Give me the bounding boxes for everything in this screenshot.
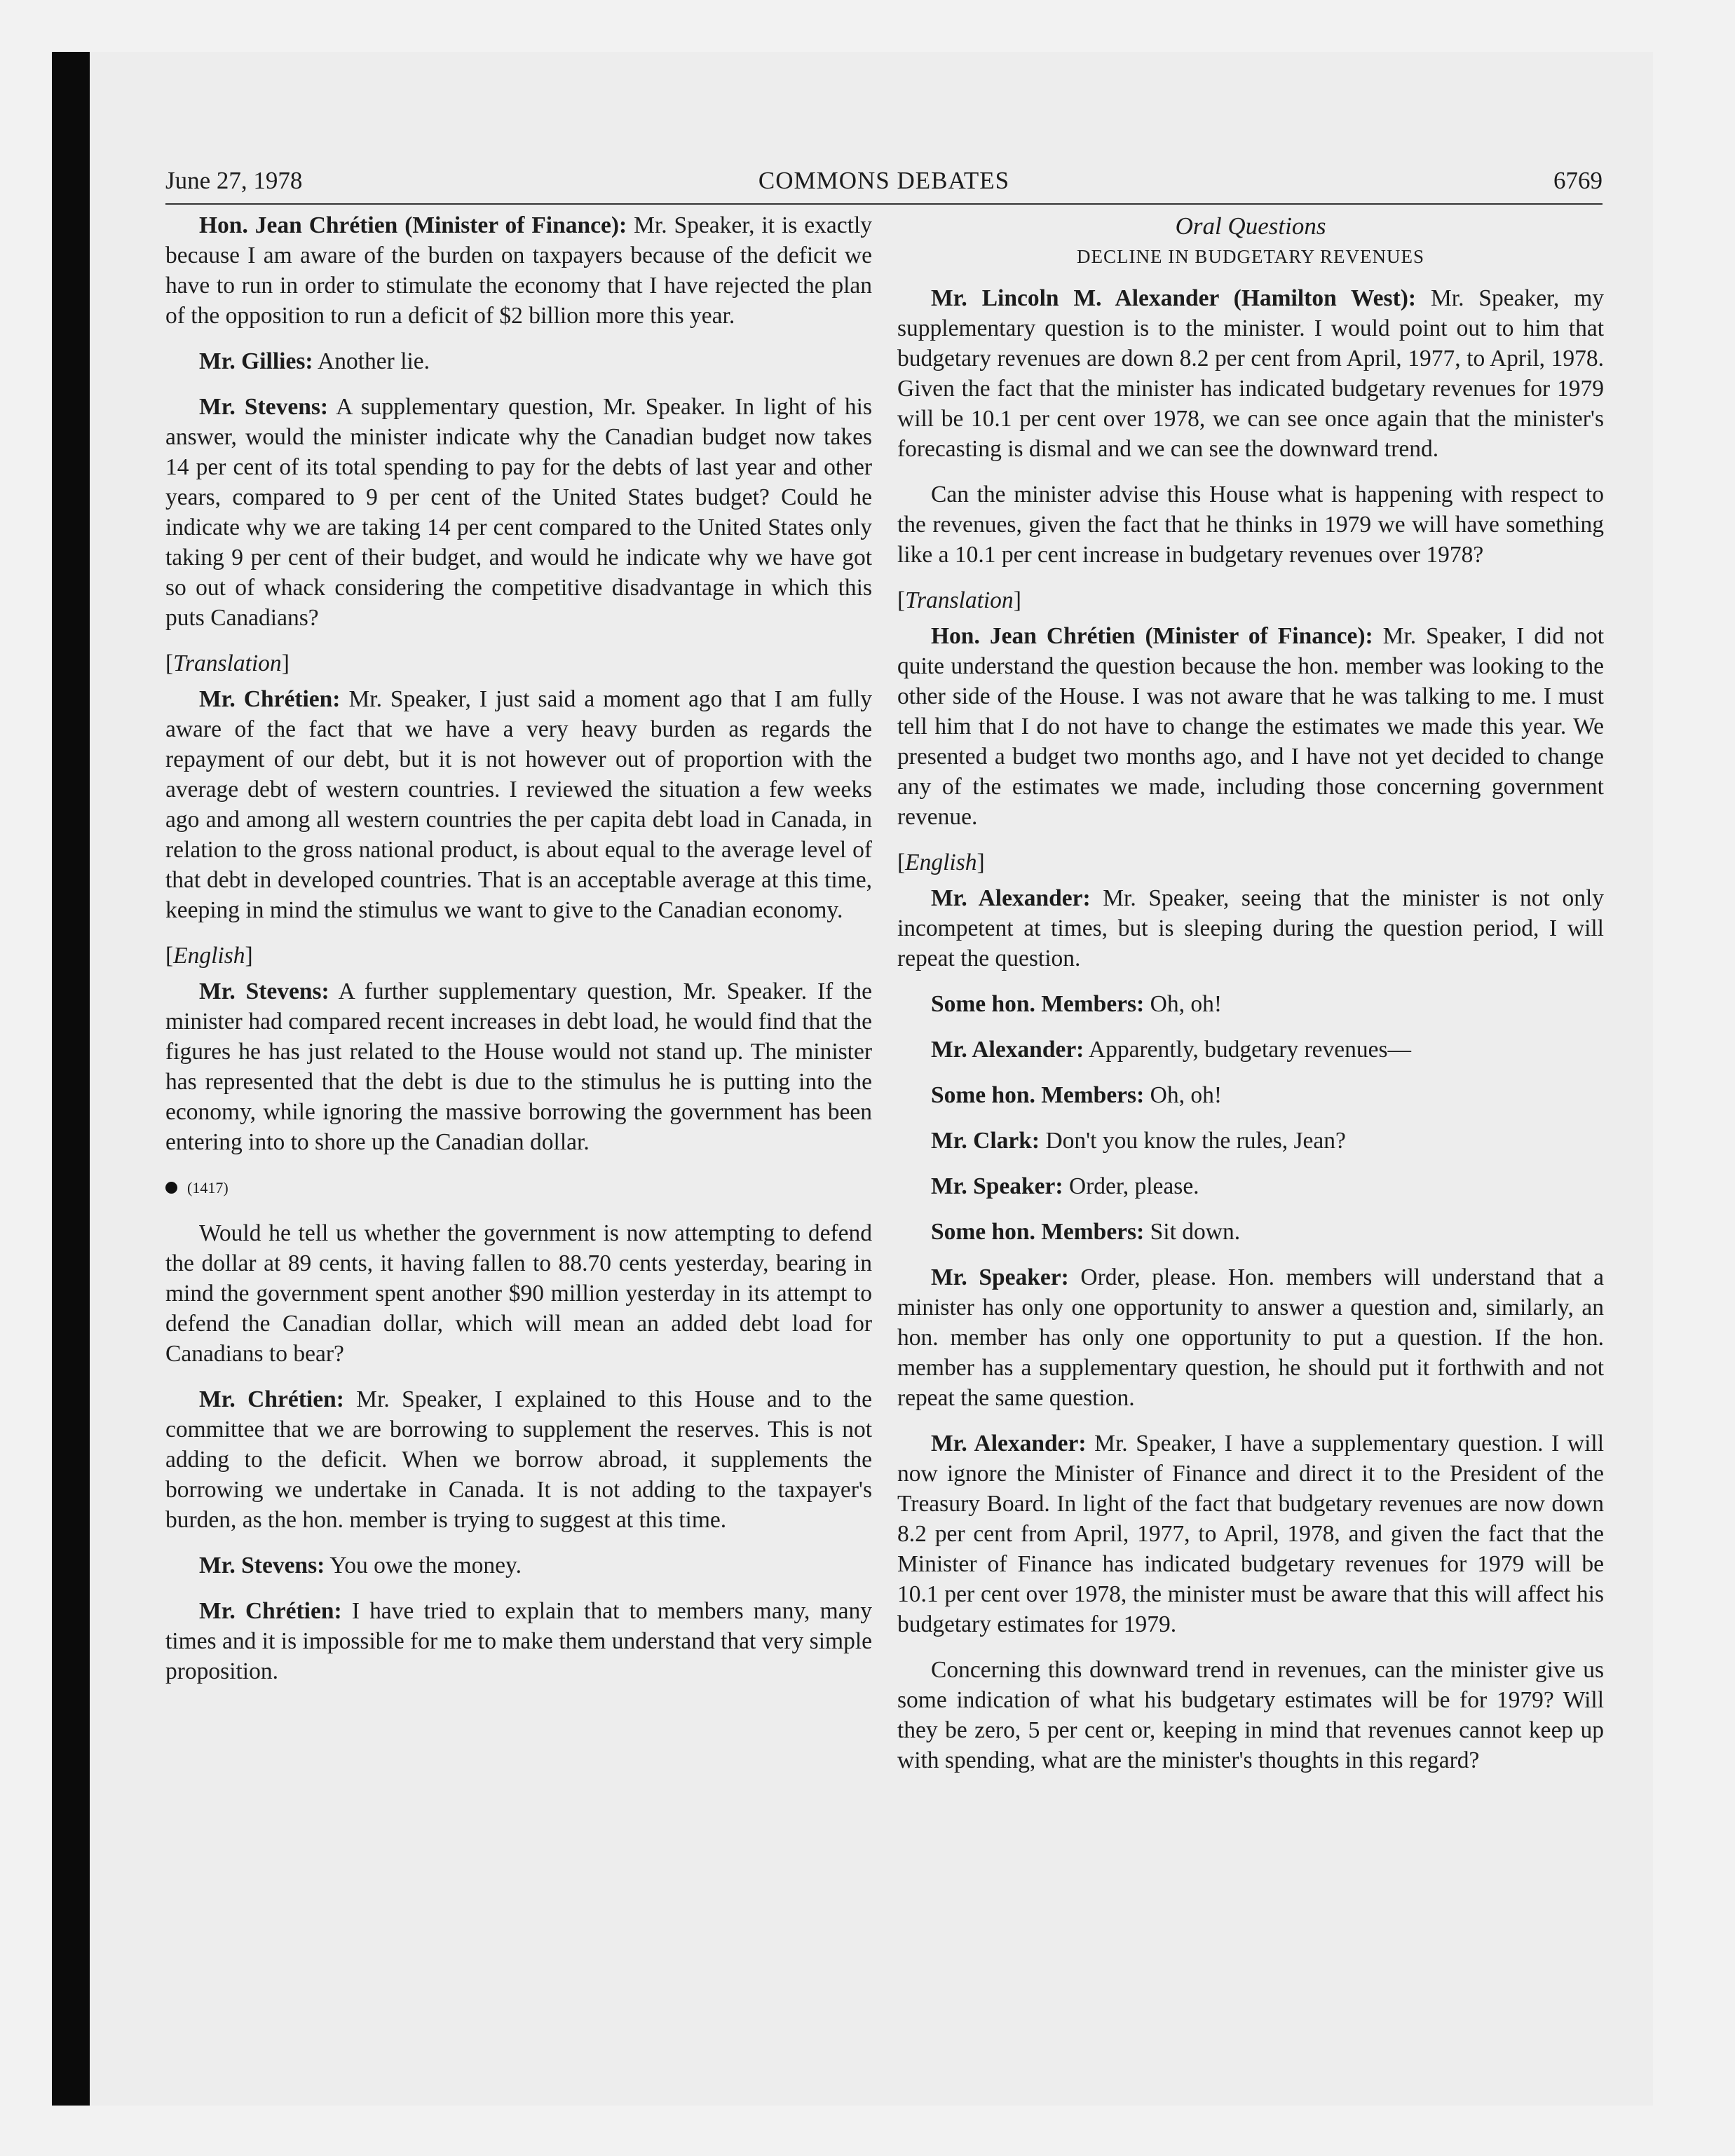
speech-text: You owe the money. [329, 1553, 522, 1578]
speech-paragraph [165, 976, 872, 1157]
speech-paragraph [165, 684, 872, 925]
speech-paragraph [897, 1126, 1604, 1156]
speech-paragraph [897, 1262, 1604, 1413]
language-tag [897, 847, 1604, 878]
speech-text: Mr. Speaker, I just said a moment ago that I am fully aware of the fact that we have a very heavy burden as regards the repayment of our debt, but it is not however out of proportion with the average debt of western countries. I reviewed the situation a few weeks ago and among all western countries the per capita debt load in Canada, in relation to the gross national product, is about equal to the average level of that debt in developed countries. That is an acceptable average at this time, keeping in mind the stimulus we want to give to the Canadian economy. [165, 686, 872, 923]
speech-text: Another lie. [318, 348, 430, 374]
scan-edge-bar [52, 52, 90, 2106]
speaker-name: Mr. Speaker: [931, 1173, 1063, 1199]
speech-text: Don't you know the rules, Jean? [1045, 1128, 1346, 1154]
speaker-name: Hon. Jean Chrétien (Minister of Finance): [199, 212, 627, 238]
speech-paragraph [165, 1384, 872, 1535]
speaker-name: Mr. Stevens: [199, 394, 329, 420]
time-marker-text: (1417) [187, 1179, 229, 1196]
speech-paragraph [165, 1550, 872, 1581]
bracket-open: [ [165, 943, 174, 969]
language-tag-text: English [905, 850, 977, 875]
language-tag [165, 648, 872, 678]
bracket-open: [ [897, 587, 906, 613]
speaker-name: Mr. Alexander: [931, 1431, 1087, 1456]
paragraph: Can the minister advise this House what is happening with respect to the revenues, given the fact that he thinks in 1979 we will have something like a 10.1 per cent increase in budgetary revenues over 1978? [897, 482, 1604, 568]
language-tag [165, 941, 872, 971]
speech-paragraph [897, 883, 1604, 974]
speech-paragraph [897, 621, 1604, 832]
speech-paragraph [897, 1217, 1604, 1247]
speaker-name: Mr. Chrétien: [199, 686, 341, 712]
speech-paragraph [897, 1428, 1604, 1639]
speaker-name: Mr. Chrétien: [199, 1386, 344, 1412]
language-tag-text: English [173, 943, 245, 969]
speech-text: Sit down. [1150, 1219, 1241, 1245]
time-marker [165, 1173, 872, 1203]
speech-text: Order, please. Hon. members will understand that a minister has only one opportunity to answer a question and, similarly, an hon. member has only one opportunity to put a question. If the hon. member has a supplementary question, he should put it forthwith and not repeat the same question. [897, 1264, 1604, 1411]
bracket-open: [ [165, 650, 174, 676]
speaker-name: Mr. Clark: [931, 1128, 1040, 1154]
speech-text: Apparently, budgetary revenues— [1088, 1037, 1412, 1063]
speech-paragraph [897, 1171, 1604, 1201]
speech-text: I have tried to explain that to members many, many times and it is impossible for me to make them understand that very simple proposition. [165, 1598, 873, 1684]
speech-text: Mr. Speaker, I explained to this House and to the committee that we are borrowing to supplement the reserves. This is not adding to the deficit. When we borrow abroad, it supplements the borrowing we undertake in Canada. It is not adding to the taxpayer's burden, as the hon. member is trying to suggest at this time. [165, 1386, 873, 1533]
page-number: 6769 [1553, 167, 1603, 194]
left-column [165, 210, 872, 1702]
speech-paragraph [897, 989, 1604, 1019]
speaker-name: Some hon. Members: [931, 991, 1145, 1017]
paragraph: Concerning this downward trend in revenues, can the minister give us some indication of what his budgetary estimates will be for 1979? Will they be zero, 5 per cent or, keeping in mind that revenues cannot keep up with spending, what are the minister's thoughts in this regard? [897, 1657, 1604, 1773]
speaker-name: Some hon. Members: [931, 1082, 1145, 1108]
header-rule [165, 203, 1603, 205]
speaker-name: Mr. Chrétien: [199, 1598, 342, 1624]
language-tag-text: Translation [905, 587, 1014, 613]
bullet-icon [165, 1182, 177, 1194]
speech-paragraph [165, 392, 872, 633]
paragraph: Would he tell us whether the government is now attempting to defend the dollar at 89 cents, it having fallen to 88.70 cents yesterday, bearing in mind the government spent another $90 million yesterday in its attempt to defend the Canadian dollar, which will mean an added debt load for Canadians to bear? [165, 1220, 872, 1367]
bracket-close: ] [1013, 587, 1021, 613]
speech-paragraph [897, 1080, 1604, 1110]
speech-text: Oh, oh! [1150, 991, 1222, 1017]
speech-paragraph [897, 1035, 1604, 1065]
speech-paragraph [165, 346, 872, 376]
speech-paragraph [165, 210, 872, 331]
speech-text: Order, please. [1068, 1173, 1199, 1199]
speaker-name: Mr. Gillies: [199, 348, 313, 374]
speaker-name: Mr. Lincoln M. Alexander (Hamilton West): [931, 285, 1417, 311]
page-header [165, 160, 1603, 202]
speech-text: Mr. Speaker, I have a supplementary question. I will now ignore the Minister of Finance and direct it to the President of the Treasury Board. In light of the fact that budgetary revenues are now down 8.2 per cent from April, 1977, to April, 1978, and given the fact that the Minister of Finance has indicated budgetary revenues for 1979 will be 10.1 per cent over 1978, the minister must be aware that this will affect his budgetary estimates for 1979. [897, 1431, 1605, 1637]
speech-text: A supplementary question, Mr. Speaker. In light of his answer, would the minister indicate why the Canadian budget now takes 14 per cent of its total spending to pay for the debts of last year and other years, compared to 9 per cent of the United States budget? Could he indicate why we are taking 14 per cent compared to the United States only taking 9 per cent of their budget, and would he indicate why we have got so out of whack considering the competitive disadvantage in which this puts Canadians? [165, 394, 872, 631]
speaker-name: Mr. Stevens: [199, 1553, 325, 1578]
section-subtitle: DECLINE IN BUDGETARY REVENUES [1076, 246, 1425, 267]
language-tag [897, 585, 1604, 615]
speech-text: Mr. Speaker, it is exactly because I am aware of the burden on taxpayers because of the deficit we have to run in order to stimulate the economy that I have rejected the plan of the opposition to run a deficit of $2 billion more this year. [165, 212, 873, 329]
speaker-name: Hon. Jean Chrétien (Minister of Finance): [931, 623, 1373, 649]
speaker-name: Mr. Alexander: [931, 1037, 1084, 1063]
speech-text: Mr. Speaker, seeing that the minister is not only incompetent at times, but is sleeping during the question period, I will repeat the question. [897, 885, 1605, 971]
header-date: June 27, 1978 [165, 167, 303, 194]
right-column [897, 210, 1604, 1791]
speech-text: Oh, oh! [1150, 1082, 1222, 1108]
bracket-close: ] [281, 650, 290, 676]
bracket-open: [ [897, 850, 906, 875]
bracket-close: ] [245, 943, 253, 969]
bracket-close: ] [977, 850, 985, 875]
language-tag-text: Translation [173, 650, 282, 676]
speech-paragraph [897, 283, 1604, 464]
speaker-name: Mr. Stevens: [199, 978, 329, 1004]
speech-text: A further supplementary question, Mr. Speaker. If the minister had compared recent increases in debt load, he would find that the figures he has just related to the House would not stand up. The minister has represented that the debt is due to the stimulus he is putting into the economy, while ignoring the massive borrowing the government has been entering into to shore up the Canadian dollar. [165, 978, 873, 1155]
speech-text: Mr. Speaker, I did not quite understand the question because the hon. member was looking to the other side of the House. I was not aware that he was talking to me. I must tell him that I do not have to change the estimates we made this year. We presented a budget two months ago, and I have not yet decided to change any of the estimates we made, including those concerning government revenue. [897, 623, 1605, 830]
speaker-name: Some hon. Members: [931, 1219, 1145, 1245]
header-title: COMMONS DEBATES [758, 167, 1010, 194]
speech-text: Mr. Speaker, my supplementary question is to the minister. I would point out to him that budgetary revenues are down 8.2 per cent from April, 1977, to April, 1978. Given the fact that the minister has indicated budgetary revenues for 1979 will be 10.1 per cent over 1978, we can see once again that the minister's forecasting is dismal and we can see the downward trend. [897, 285, 1604, 462]
section-title: Oral Questions [1175, 212, 1326, 240]
speech-paragraph [165, 1596, 872, 1686]
speaker-name: Mr. Speaker: [931, 1264, 1069, 1290]
speaker-name: Mr. Alexander: [931, 885, 1091, 911]
